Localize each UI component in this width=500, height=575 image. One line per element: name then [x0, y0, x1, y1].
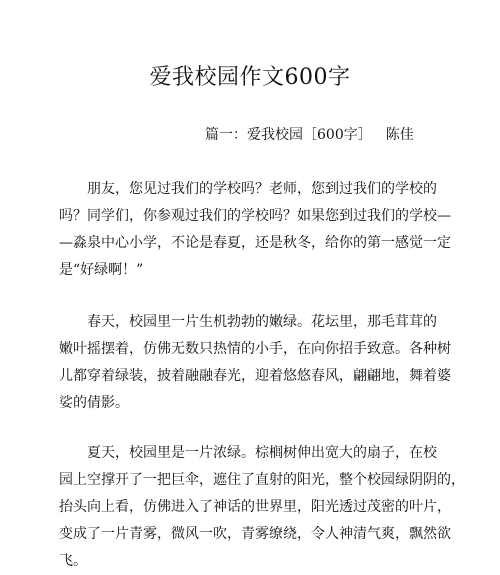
paragraph-line: 娑的倩影。: [59, 395, 129, 411]
paragraph-line: 是“好绿啊！”: [59, 262, 144, 278]
paragraph-line: 春天，校园里一片生机勃勃的嫩绿。花坛里，那毛茸茸的: [87, 314, 437, 330]
paragraph-line: 抬头向上看，仿佛进入了神话的世界里，阳光透过茂密的叶片，: [59, 499, 451, 515]
paragraph-line: 吗？同学们，你参观过我们的学校吗？如果您到过我们的学校—: [59, 208, 451, 224]
paragraph-line: 儿都穿着绿装，披着融融春光，迎着悠悠春风，翩翩地，舞着婆: [59, 368, 451, 384]
paragraph-line: 园上空撑开了一把巨伞，遮住了直射的阳光，整个校园绿阴阴的，: [59, 472, 465, 488]
paragraph-3: [59, 440, 465, 575]
paragraph-1: [59, 176, 451, 284]
paragraph-2: [59, 309, 451, 417]
paragraph-line: 变成了一片青雾，微风一吹，青雾缭绕，令人神清气爽，飘然欲: [59, 526, 451, 542]
subtitle-heading: 篇一：爱我校园［600字］: [205, 127, 372, 143]
document-subtitle: [205, 124, 414, 146]
paragraph-line: —淼泉中心小学，不论是春夏，还是秋冬，给你的第一感觉一定: [59, 235, 451, 251]
document-title: 爱我校园作文600字: [149, 65, 351, 90]
paragraph-line: 夏天，校园里是一片浓绿。棕榈树伸出宽大的扇子，在校: [87, 445, 437, 461]
paragraph-line: 嫩叶摇摆着，仿佛无数只热情的小手，在向你招手致意。各种树: [59, 341, 451, 357]
paragraph-line: 飞。: [59, 553, 87, 569]
subtitle-author: 陈佳: [385, 127, 414, 143]
paragraph-line: 朋友，您见过我们的学校吗？老师，您到过我们的学校的: [87, 181, 437, 197]
